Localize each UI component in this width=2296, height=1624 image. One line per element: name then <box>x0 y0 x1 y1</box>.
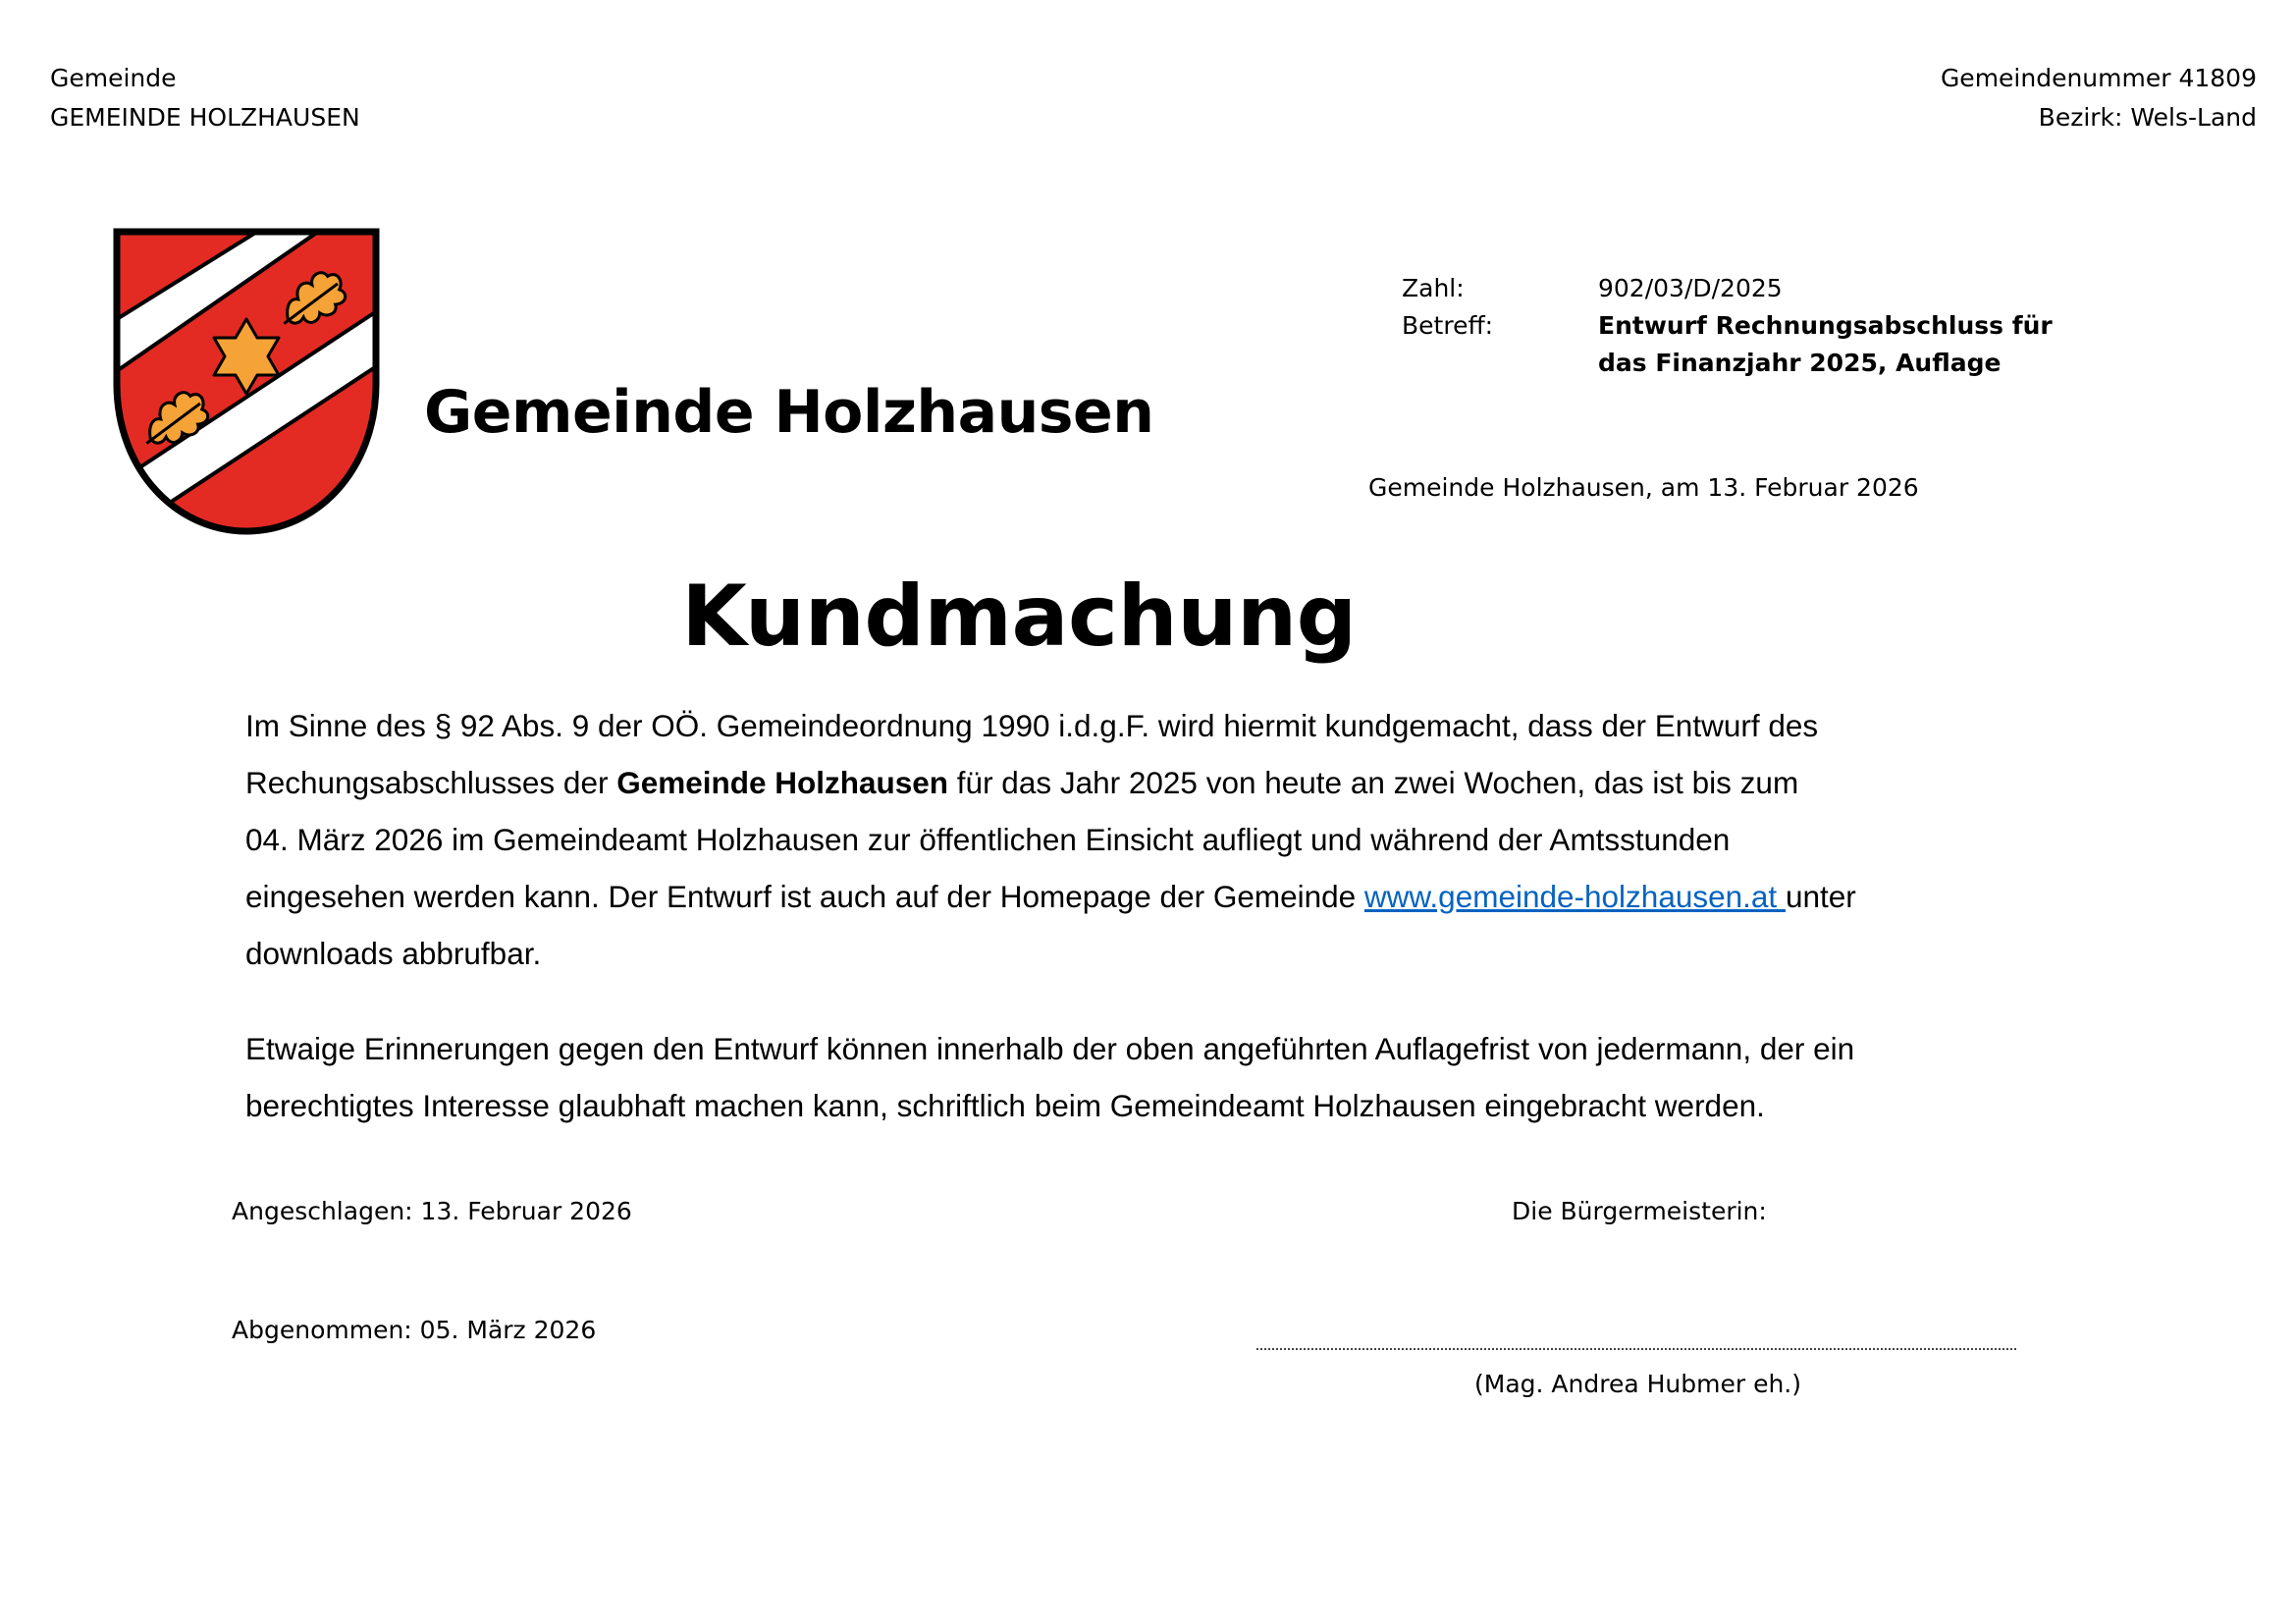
place-and-date: Gemeinde Holzhausen, am 13. Februar 2026 <box>1368 473 1919 502</box>
reference-number-label: Zahl: <box>1402 274 1465 302</box>
header-left <box>50 59 360 137</box>
body-line: berechtigtes Interesse glaubhaft machen kann, schriftlich beim Gemeindeamt Holzhausen eingebracht werden. <box>245 1088 1765 1123</box>
body-line: Etwaige Erinnerungen gegen den Entwurf können innerhalb der oben angeführten Auflagefrist von jedermann, der ein <box>245 1031 1855 1066</box>
posted-date: Angeschlagen: 13. Februar 2026 <box>232 1197 632 1225</box>
removed-date: Abgenommen: 05. März 2026 <box>232 1316 597 1344</box>
header-municipality-number: Gemeindenummer 41809 <box>1940 64 2257 92</box>
subject-label: Betreff: <box>1402 311 1494 340</box>
subject-value-line2: das Finanzjahr 2025, Auflage <box>1598 349 2002 377</box>
header-right <box>1941 59 2257 137</box>
document-title: Kundmachung <box>681 568 1357 666</box>
municipality-title: Gemeinde Holzhausen <box>424 378 1154 447</box>
body-line: 04. März 2026 im Gemeindeamt Holzhausen zur öffentlichen Einsicht aufliegt und während der Amtsstunden <box>245 822 1731 857</box>
body-text: für das Jahr 2025 von heute an zwei Wochen, das ist bis zum <box>948 765 1799 800</box>
header-district: Bezirk: Wels-Land <box>2038 103 2257 132</box>
body-text: eingesehen werden kann. Der Entwurf ist auch auf der Homepage der Gemeinde <box>245 879 1364 914</box>
body-municipality-name: Gemeinde Holzhausen <box>616 765 949 800</box>
body-line <box>245 754 2032 811</box>
body-text: Rechungsabschlusses der <box>245 765 617 800</box>
mayor-label: Die Bürgermeisterin: <box>1512 1197 1767 1225</box>
body-line <box>245 868 2032 925</box>
body-paragraph-1 <box>245 697 2032 982</box>
body-paragraph-2 <box>245 1020 2032 1134</box>
homepage-link[interactable]: www.gemeinde-holzhausen.at <box>1363 879 1786 914</box>
body-line: downloads abbrufbar. <box>245 936 542 971</box>
signature-name: (Mag. Andrea Hubmer eh.) <box>1474 1370 1801 1398</box>
header-municipality-name: GEMEINDE HOLZHAUSEN <box>50 103 360 132</box>
subject-value-line1: Entwurf Rechnungsabschluss für <box>1598 311 2053 340</box>
body-line: Im Sinne des § 92 Abs. 9 der OÖ. Gemeindeordnung 1990 i.d.g.F. wird hiermit kundgemacht, dass der Entwurf des <box>245 708 1819 743</box>
reference-number-value: 902/03/D/2025 <box>1598 274 1783 302</box>
body-text: unter <box>1785 879 1856 914</box>
coat-of-arms <box>112 227 381 536</box>
header-municipality-label: Gemeinde <box>50 64 177 92</box>
signature-line <box>1256 1348 2016 1350</box>
